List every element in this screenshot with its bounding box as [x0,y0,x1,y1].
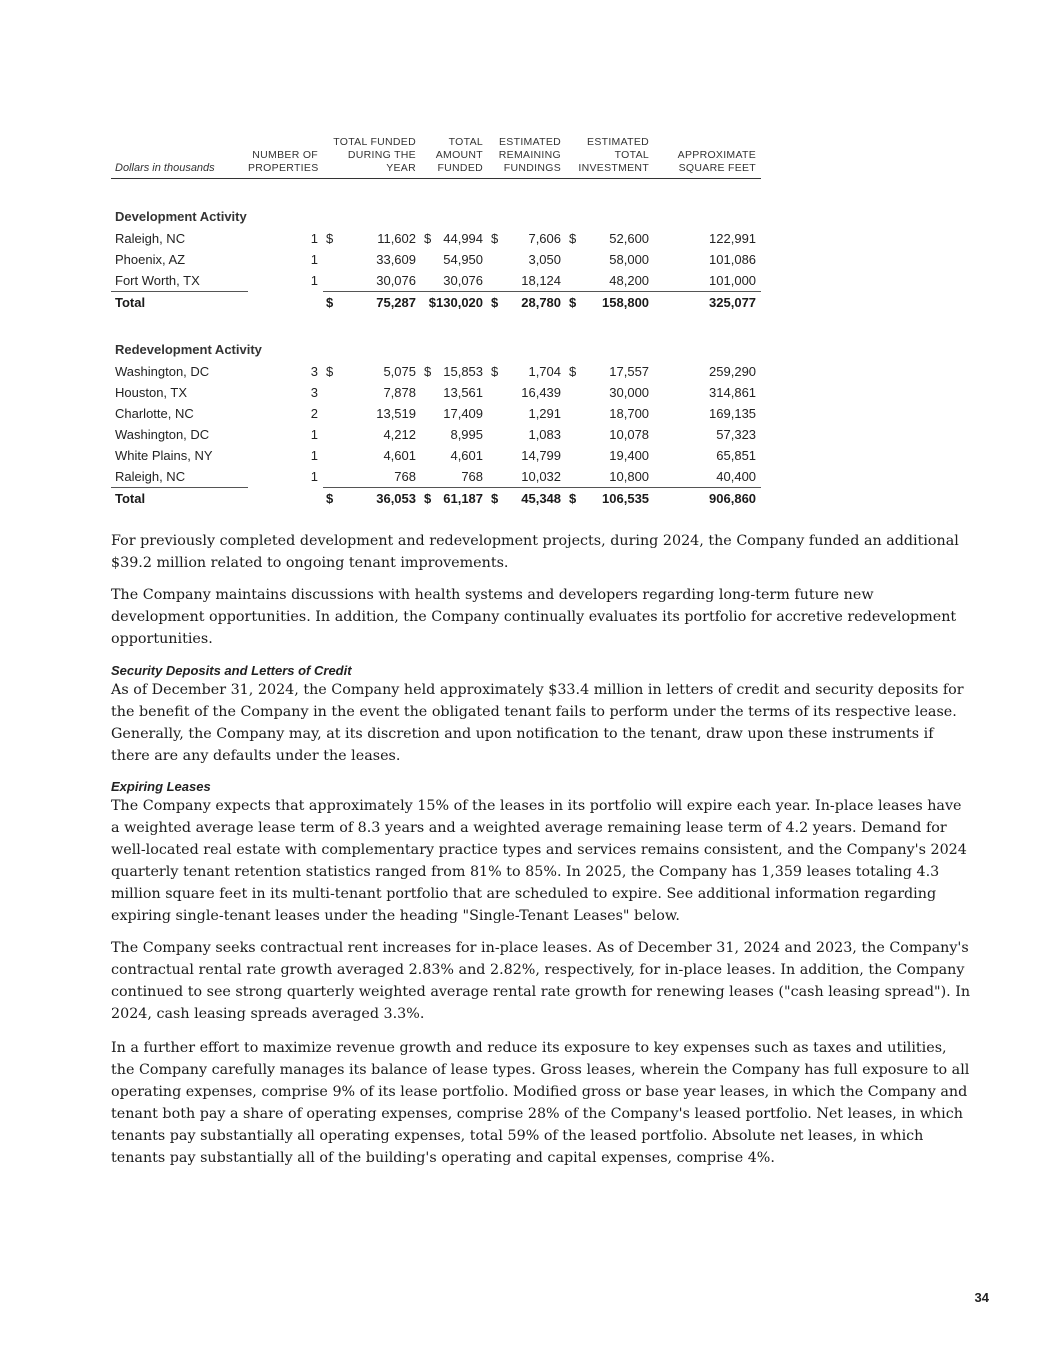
header-total-amount-funded: TOTAL AMOUNT FUNDED [421,136,488,179]
table-row: Raleigh, NC 1 $ 11,602 $ 44,994 $ 7,606 $ 52,600 122,991 [115,231,757,246]
table-row: Washington, DC 1 4,212 8,995 1,083 10,078 57,323 [115,427,757,442]
paragraph-lease-types: In a further effort to maximize revenue growth and reduce its exposure to key expenses such as taxes and utilities, the Company carefully manages its balance of lease types. Gross leases, wherein the Company has full exposure to all operating expenses, comprise 9% of its lease portfolio. Modified gross or base year leases, in which the Company and tenant both pay a share of operating expenses, comprise 28% of the Company's leased portfolio. Net leases, in which tenants pay substantially all operating expenses, total 59% of the leased portfolio. Absolute net leases, in which tenants pay substantially all of the building's operating and capital expenses, comprise 4%. [111,1040,970,1166]
header-estimated-remaining-fundings: ESTIMATED REMAINING FUNDINGS [488,136,566,179]
section-header-redevelopment: Redevelopment Activity [115,342,262,357]
header-dollars-label: Dollars in thousands [111,136,248,179]
table-row: Raleigh, NC 1 768 768 10,032 10,800 40,400 [115,469,757,485]
table-total-row-redevelopment: Total $ 36,053 $ 61,187 $ 45,348 $ 106,535 906,860 [111,488,761,509]
table-row: Phoenix, AZ 1 33,609 54,950 3,050 58,000 101,086 [115,252,757,267]
paragraph-security-deposits: As of December 31, 2024, the Company held approximately $33.4 million in letters of credit and security deposits for the benefit of the Company in the event the obligated tenant fails to perform under the terms of its respective lease. Generally, the Company may, at its discretion and upon notification to the tenant, draw upon these instruments if there are any defaults under the leases. [111,682,964,764]
heading-expiring-leases: Expiring Leases [111,779,211,794]
heading-security-deposits: Security Deposits and Letters of Credit [111,663,352,678]
header-number-of-properties: NUMBER OF PROPERTIES [248,136,323,179]
table-header-row [111,136,761,179]
section-header-development: Development Activity [115,209,247,224]
table-total-row-development: Total $ 75,287 $130,020 $ 28,780 $ 158,800 325,077 [111,292,761,313]
page-number: 34 [974,1290,989,1305]
table-row: Houston, TX 3 7,878 13,561 16,439 30,000 314,861 [115,385,757,400]
paragraph-tenant-improvements: For previously completed development and redevelopment projects, during 2024, the Company funded an additional $39.2 million related to ongoing tenant improvements. [111,533,959,571]
paragraph-expiring-leases: The Company expects that approximately 15% of the leases in its portfolio will expire each year. In-place leases have a weighted average lease term of 8.3 years and a weighted average remaining lease term of 4.2 years. Demand for well-located real estate with complementary practice types and services remains consistent, and the Company's 2024 quarterly tenant retention statistics ranged from 81% to 85%. In 2025, the Company has 1,359 leases totaling 4.3 million square feet in its multi-tenant portfolio that are scheduled to expire. See additional information regarding expiring single-tenant leases under the heading "Single-Tenant Leases" below. [111,798,967,924]
table-row: Washington, DC 3 $ 5,075 $ 15,853 $ 1,704 $ 17,557 259,290 [115,364,757,379]
header-approximate-square-feet: APPROXIMATE SQUARE FEET [654,136,761,179]
table-row: Fort Worth, TX 1 30,076 30,076 18,124 48,200 101,000 [115,273,757,289]
header-total-funded-during-year: TOTAL FUNDED DURING THE YEAR [323,136,421,179]
paragraph-rent-increases: The Company seeks contractual rent increases for in-place leases. As of December 31, 2024 and 2023, the Company's contractual rental rate growth averaged 2.83% and 2.82%, respectively, for in-place leases. In addition, the Company continued to see strong quarterly weighted average rental rate growth for renewing leases ("cash leasing spread"). In 2024, cash leasing spreads averaged 3.3%. [111,940,971,1022]
paragraph-development-opportunities: The Company maintains discussions with health systems and developers regarding long-term future new development opportunities. In addition, the Company continually evaluates its portfolio for accretive redevelopment opportunities. [111,587,957,647]
table-row: White Plains, NY 1 4,601 4,601 14,799 19,400 65,851 [115,448,757,463]
table-row: Charlotte, NC 2 13,519 17,409 1,291 18,700 169,135 [115,406,757,421]
header-estimated-total-investment: ESTIMATED TOTAL INVESTMENT [566,136,654,179]
development-activity-table [111,136,761,508]
